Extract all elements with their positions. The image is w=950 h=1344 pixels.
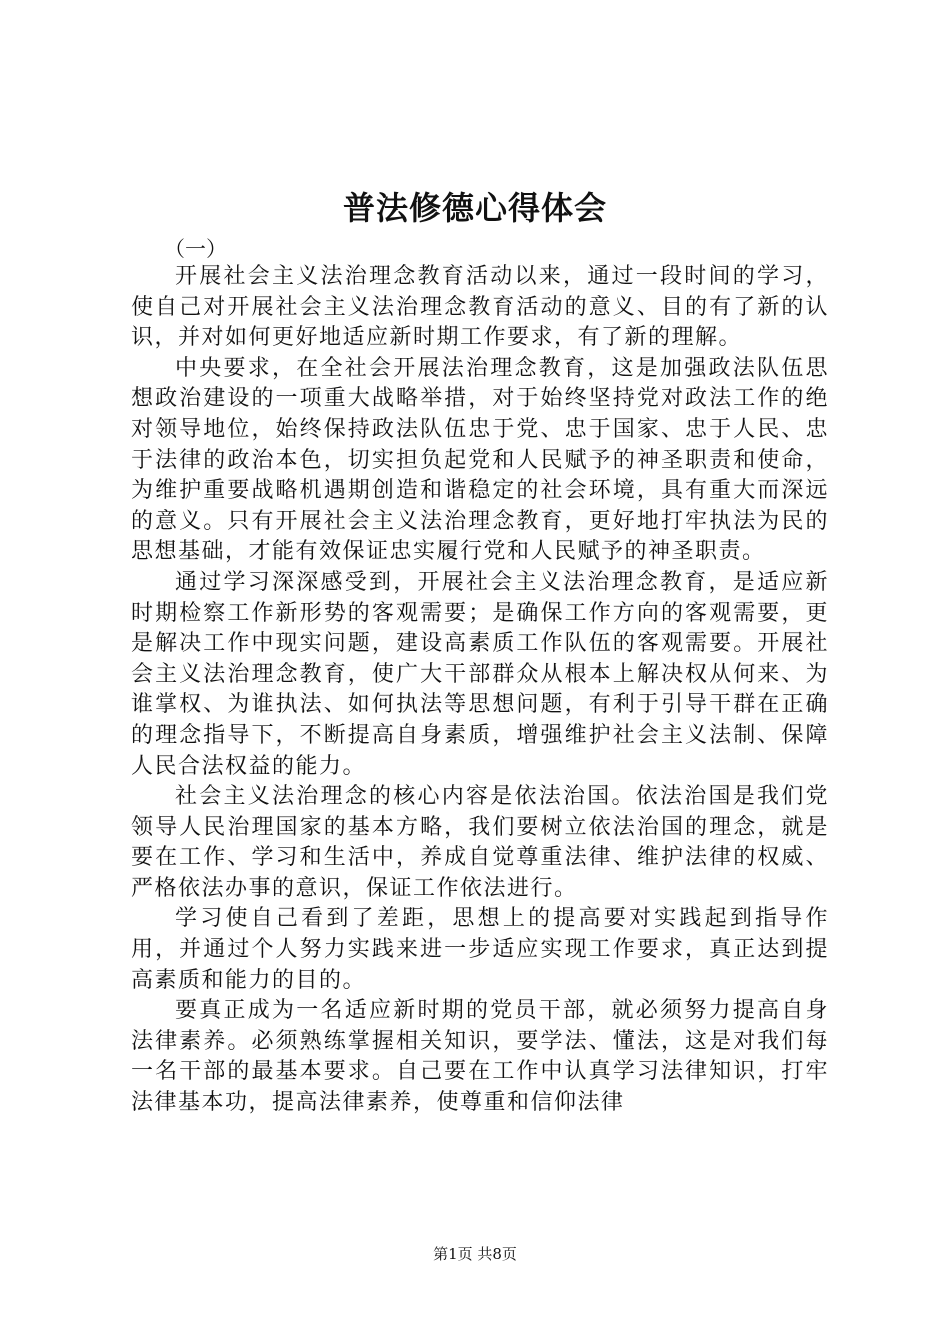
document-title: 普法修德心得体会 (342, 189, 607, 227)
paragraph: 通过学习深深感受到，开展社会主义法治理念教育，是适应新时期检察工作新形势的客观需要；是确保工作方向的客观需要，更是解决工作中现实问题，建设高素质工作队伍的客观需要。开展社会主义法治理念教育，使广大干部群众从根本上解决权从何来、为谁掌权、为谁执法、如何执法等思想问题，有利于引导干群在正确的理念指导下，不断提高自身素质，增强维护社会主义法制、保障人民合法权益的能力。 (131, 569, 829, 779)
paragraph: 开展社会主义法治理念教育活动以来，通过一段时间的学习，使自己对开展社会主义法治理念教育活动的意义、目的有了新的认识，并对如何更好地适应新时期工作要求，有了新的理解。 (131, 264, 829, 351)
paragraph: 社会主义法治理念的核心内容是依法治国。依法治国是我们党领导人民治理国家的基本方略，我们要树立依法治国的理念，就是要在工作、学习和生活中，养成自觉尊重法律、维护法律的权威、严格依法办事的意识，保证工作依法进行。 (131, 784, 829, 901)
paragraph: 要真正成为一名适应新时期的党员干部，就必须努力提高自身法律素养。必须熟练掌握相关知识，要学法、懂法，这是对我们每一名干部的最基本要求。自己要在工作中认真学习法律知识，打牢法律基本功，提高法律素养，使尊重和信仰法律 (131, 998, 829, 1116)
document-body (131, 262, 829, 1119)
paragraph: 学习使自己看到了差距，思想上的提高要对实践起到指导作用，并通过个人努力实践来进一步适应实现工作要求，真正达到提高素质和能力的目的。 (131, 906, 829, 993)
section-label: （一） (164, 237, 227, 261)
paragraph: 中央要求，在全社会开展法治理念教育，这是加强政法队伍思想政治建设的一项重大战略举措，对于始终坚持党对政法工作的绝对领导地位，始终保持政法队伍忠于党、忠于国家、忠于人民、忠于法律的政治本色，切实担负起党和人民赋予的神圣职责和使命，为维护重要战略机遇期创造和谐稳定的社会环境，具有重大而深远的意义。只有开展社会主义法治理念教育，更好地打牢执法为民的思想基础，才能有效保证忠实履行党和人民赋予的神圣职责。 (131, 355, 829, 565)
page-footer: 第1页 共8页 (433, 1245, 517, 1263)
